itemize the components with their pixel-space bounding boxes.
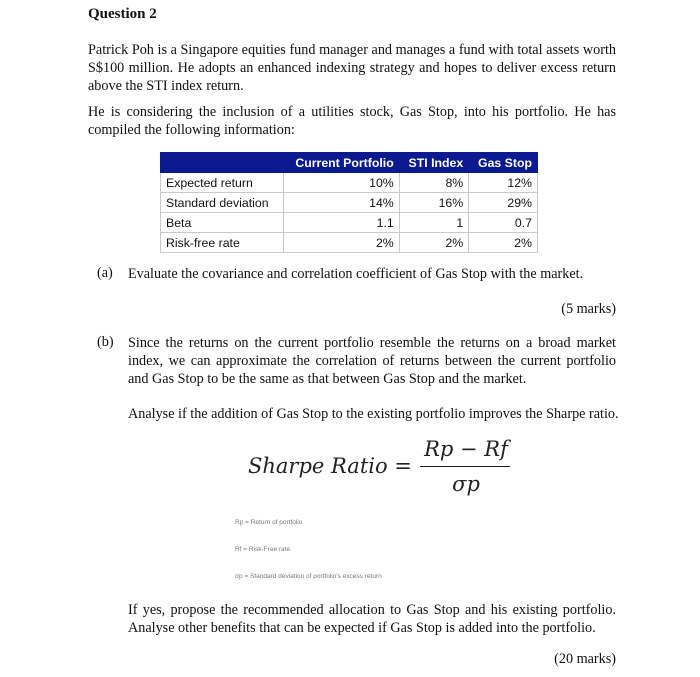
- fraction-bar: [420, 466, 510, 467]
- row-label: Standard deviation: [161, 193, 284, 213]
- part-b-analyse: Analyse if the addition of Gas Stop to the existing portfolio improves the Sharpe ratio.: [128, 406, 619, 422]
- cell-gas: 29%: [469, 193, 538, 213]
- part-b-text: Since the returns on the current portfolio resemble the returns on a broad market index, we can approximate the correlation of returns between the current portfolio and Gas Stop to be the same as that between Gas Stop and the market.: [128, 335, 616, 387]
- cell-current: 2%: [284, 233, 400, 253]
- cell-current: 14%: [284, 193, 400, 213]
- row-label: Beta: [161, 213, 284, 233]
- info-table: [160, 152, 538, 253]
- formula-denominator: σp: [452, 472, 480, 496]
- table-row: [161, 213, 538, 233]
- table-header-gas: Gas Stop: [469, 153, 538, 173]
- part-a-marks: (5 marks): [561, 301, 616, 317]
- part-a-label: (a): [97, 265, 113, 281]
- table-header-row: [161, 153, 538, 173]
- cell-sti: 1: [399, 213, 468, 233]
- table-header-blank: [161, 153, 284, 173]
- part-b-label: (b): [97, 334, 114, 350]
- legend-rf: Rf = Risk-Free rate: [235, 546, 291, 553]
- question-title: Question 2: [88, 6, 157, 22]
- part-b-marks: (20 marks): [554, 651, 616, 667]
- row-label: Expected return: [161, 173, 284, 193]
- part-a-text: Evaluate the covariance and correlation coefficient of Gas Stop with the market.: [128, 266, 584, 282]
- intro-paragraph: Patrick Poh is a Singapore equities fund manager and manages a fund with total assets worth S$100 million. He adopts an enhanced indexing strategy and hopes to deliver excess return above the STI index return.: [88, 42, 616, 94]
- cell-sti: 16%: [399, 193, 468, 213]
- table-row: [161, 193, 538, 213]
- table-row: [161, 173, 538, 193]
- cell-current: 10%: [284, 173, 400, 193]
- cell-gas: 2%: [469, 233, 538, 253]
- table-header-sti: STI Index: [399, 153, 468, 173]
- cell-gas: 0.7: [469, 213, 538, 233]
- legend-sigma: σp = Standard deviation of portfolio's excess return: [235, 573, 382, 580]
- legend-rp: Rp = Return of portfolio: [235, 519, 303, 526]
- part-b-followup: If yes, propose the recommended allocation to Gas Stop and his existing portfolio. Analyse other benefits that can be expected if Gas Stop is added into the portfolio.: [128, 602, 616, 636]
- table-header-current: Current Portfolio: [284, 153, 400, 173]
- row-label: Risk-free rate: [161, 233, 284, 253]
- cell-sti: 2%: [399, 233, 468, 253]
- consider-paragraph: He is considering the inclusion of a utilities stock, Gas Stop, into his portfolio. He has compiled the following information:: [88, 104, 616, 138]
- cell-current: 1.1: [284, 213, 400, 233]
- table-row: [161, 233, 538, 253]
- cell-sti: 8%: [399, 173, 468, 193]
- formula-numerator: Rp − Rf: [424, 437, 508, 461]
- cell-gas: 12%: [469, 173, 538, 193]
- formula-lhs: Sharpe Ratio =: [248, 454, 412, 478]
